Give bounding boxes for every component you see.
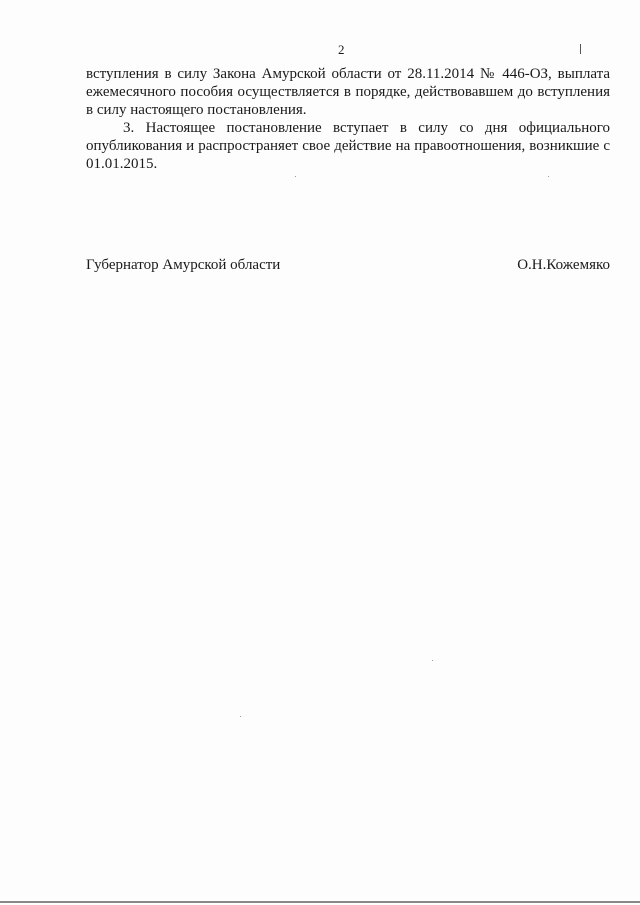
signatory-name: О.Н.Кожемяко — [517, 257, 610, 273]
scan-speck — [432, 660, 433, 661]
signature-block — [86, 257, 610, 274]
signatory-position: Губернатор Амурской области — [86, 257, 281, 273]
scan-speck — [295, 176, 296, 177]
page-bottom-edge — [0, 901, 640, 903]
scan-speck — [240, 716, 241, 717]
paragraph-continuation: вступления в силу Закона Амурской области от 28.11.2014 № 446-ОЗ, выплата ежемесячного пособия осуществляется в порядке, действовавшем до вступления в силу настоящего постановления. — [86, 66, 610, 118]
page-number: 2 — [338, 42, 345, 57]
scan-artifact-mark — [580, 44, 581, 54]
scan-speck — [548, 176, 549, 177]
paragraph-clause-3: 3. Настоящее постановление вступает в силу со дня официального опубликования и распространяет свое действие на правоотношения, возникшие с 01.01.2015. — [86, 120, 610, 172]
